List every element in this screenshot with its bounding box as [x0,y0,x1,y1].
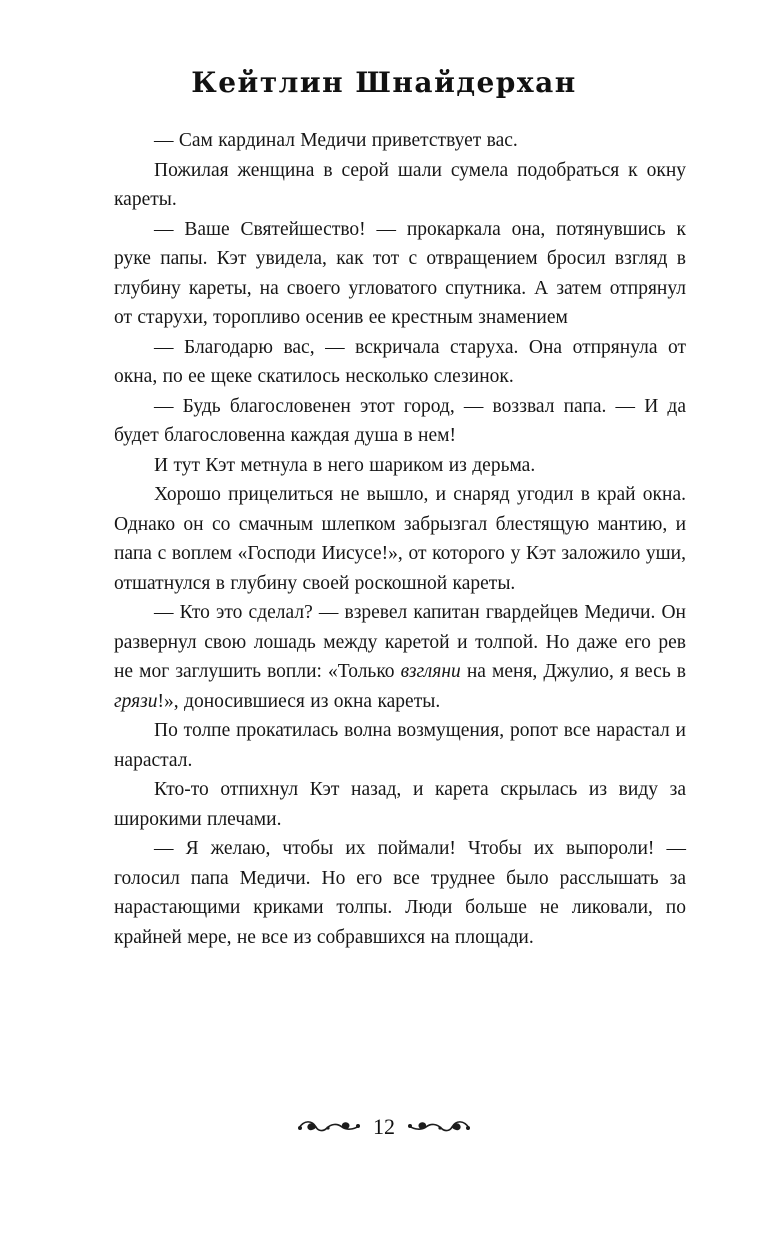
paragraph [114,392,686,451]
paragraph-text: И тут Кэт метнула в него шариком из дерьма. [154,454,536,476]
flourish-icon-right [407,1117,471,1137]
paragraph-text: — Благодарю вас, — вскричала старуха. Она отпрянула от окна, по ее щеке скатилось несколько слезинок. [114,336,686,387]
paragraph-text-italic: взгляни [400,661,461,682]
paragraph [114,333,686,392]
paragraph [114,126,686,156]
paragraph [114,716,686,775]
paragraph [114,480,686,598]
paragraph [114,598,686,716]
paragraph-text-italic: грязи [114,690,158,712]
paragraph-text: По толпе прокатилась волна возмущения, ропот все нарастал и нарастал. [114,720,686,771]
paragraph-text: — Будь благословенен этот город, — воззвал папа. — И да будет благословенна каждая душа в нем! [114,395,686,446]
page-title: Кейтлин Шнайдерхан [191,66,577,99]
paragraph [114,834,686,952]
paragraph-text: Кто-то отпихнул Кэт назад, и карета скрылась из виду за широкими плечами. [114,779,686,830]
paragraph-text: — Кто это сделал? — взревел капитан гвардейцев Медичи. Он развернул свою лошадь между каретой и толпой. Но даже его рев не мог заглушить вопли: «Только [114,602,686,682]
paragraph-text: Хорошо прицелиться не вышло, и снаряд угодил в край окна. Однако он со смачным шлепком забрызгал блестящую мантию, и папа с воплем «Господи Иисусе!», от которого у Кэт заложило уши, отшатнулся в глубину своей роскошной кареты. [114,484,686,594]
page-number: 12 [373,1114,395,1139]
paragraph [114,451,686,481]
paragraph-text: Пожилая женщина в серой шали сумела подобраться к окну кареты. [114,159,686,210]
page-footer [0,1116,768,1138]
paragraph-text: на меня, Джулио, я весь в [460,661,686,682]
text-block [114,126,686,952]
paragraph [114,156,686,215]
paragraph-text: — Сам кардинал Медичи приветствует вас. [154,130,518,151]
paragraph-text: !», доносившиеся из окна кареты. [157,690,441,712]
paragraph-text: — Я желаю, чтобы их поймали! Чтобы их выпороли! — голосил папа Медичи. Но его все труднее было расслышать за нарастающими криками толпы. Люди больше не ликовали, по крайней мере, не все из собравшихся на площади. [114,838,686,948]
flourish-icon-left [297,1117,361,1137]
paragraph [114,775,686,834]
paragraph-text: — Ваше Святейшество! — прокаркала она, потянувшись к руке папы. Кэт увидела, как тот с отвращением бросил взгляд в глубину кареты, на своего угловатого спутника. А затем отпрянул от старухи, торопливо осенив ее крестным знамением [114,218,686,328]
paragraph [114,215,686,333]
